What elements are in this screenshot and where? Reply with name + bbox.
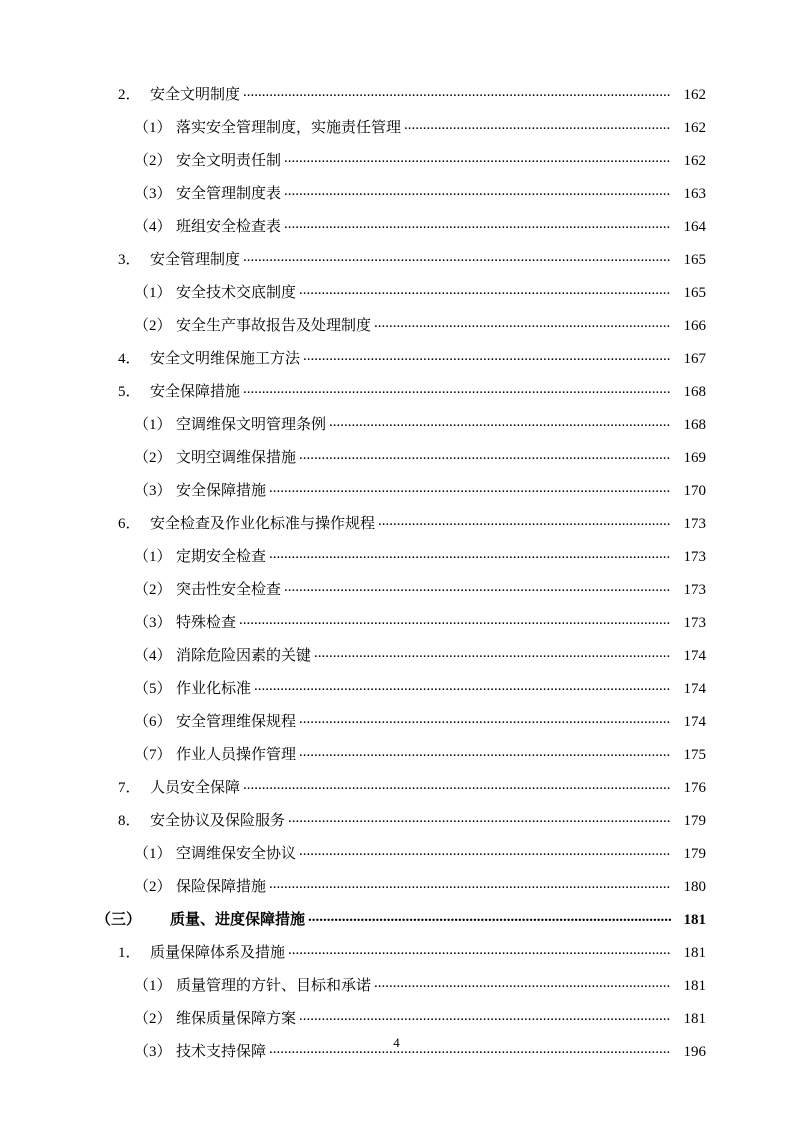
toc-entry-title: 人员安全保障: [150, 780, 241, 796]
toc-entry-page: 167: [683, 351, 706, 367]
toc-leader-dots: [404, 118, 671, 133]
toc-entry-title: 空调维保安全协议: [176, 846, 297, 862]
toc-leader-dots: [284, 151, 671, 166]
toc-entry-page: 164: [683, 219, 706, 235]
toc-entry-title: 质量保障体系及措施: [150, 945, 286, 961]
toc-entry-number: （6）: [134, 714, 172, 730]
toc-leader-dots: [329, 415, 671, 430]
toc-entry-page: 181: [683, 1011, 706, 1027]
toc-leader-dots: [299, 712, 671, 727]
toc-entry-page: 196: [683, 1044, 706, 1060]
toc-leader-dots: [303, 349, 671, 364]
toc-entry-number: （1）: [134, 549, 172, 565]
toc-entry[interactable]: [96, 484, 706, 517]
toc-entry-number: （2）: [134, 153, 172, 169]
toc-leader-dots: [284, 217, 671, 232]
toc-entry-page: 173: [683, 615, 706, 631]
toc-entry-page: 179: [683, 846, 706, 862]
toc-entry[interactable]: [96, 748, 706, 781]
toc-leader-dots: [374, 316, 671, 331]
toc-entry-title: 作业人员操作管理: [176, 747, 297, 763]
toc-entry[interactable]: [96, 682, 706, 715]
toc-entry-number: （3）: [134, 186, 172, 202]
toc-entry-number: 6．: [118, 516, 141, 532]
toc-entry[interactable]: [96, 649, 706, 682]
toc-entry-page: 169: [683, 450, 706, 466]
toc-entry-number: 7．: [118, 780, 141, 796]
toc-entry-page: 174: [683, 648, 706, 664]
toc-entry-title: 安全文明制度: [150, 87, 241, 103]
toc-entry-title: 定期安全检查: [176, 549, 267, 565]
toc-entry-number: （4）: [134, 648, 172, 664]
toc-leader-dots: [243, 382, 671, 397]
toc-entry-page: 165: [683, 252, 706, 268]
toc-leader-dots: [254, 679, 671, 694]
toc-entry[interactable]: [96, 814, 706, 847]
toc-entry-page: 170: [683, 483, 706, 499]
toc-leader-dots: [299, 745, 671, 760]
toc-entry-title: 消除危险因素的关键: [176, 648, 312, 664]
toc-entry-number: （2）: [134, 582, 172, 598]
toc-entry-title: 作业化标准: [176, 681, 252, 697]
toc-leader-dots: [288, 811, 671, 826]
toc-leader-dots: [374, 976, 671, 991]
toc-entry-number: （5）: [134, 681, 172, 697]
toc-entry-title: 安全保障措施: [150, 384, 241, 400]
toc-entry-page: 181: [683, 978, 706, 994]
toc-entry-number: 4．: [118, 351, 141, 367]
toc-entry[interactable]: [96, 550, 706, 583]
toc-entry-title: 安全协议及保险服务: [150, 813, 286, 829]
toc-entry-page: 165: [683, 285, 706, 301]
toc-entry-page: 175: [683, 747, 706, 763]
toc-entry-number: （2）: [134, 450, 172, 466]
toc-entry[interactable]: [96, 616, 706, 649]
page-number-footer: 4: [393, 1035, 400, 1050]
toc-entry[interactable]: [96, 781, 706, 814]
toc-entry-title: 安全生产事故报告及处理制度: [176, 318, 372, 334]
toc-entry-page: 180: [683, 879, 706, 895]
toc-entry-title: 质量、进度保障措施: [170, 912, 306, 928]
toc-entry-number: 5．: [118, 384, 141, 400]
toc-leader-dots: [299, 1009, 671, 1024]
toc-leader-dots: [314, 646, 671, 661]
toc-entry-number: （4）: [134, 219, 172, 235]
toc-leader-dots: [269, 877, 671, 892]
table-of-contents: [96, 88, 706, 1078]
toc-entry-title: 安全管理维保规程: [176, 714, 297, 730]
toc-entry-page: 173: [683, 516, 706, 532]
toc-entry-title: 安全技术交底制度: [176, 285, 297, 301]
toc-entry-number: （1）: [134, 417, 172, 433]
toc-entry-title: 安全检查及作业化标准与操作规程: [150, 516, 376, 532]
toc-entry-page: 166: [683, 318, 706, 334]
toc-leader-dots: [288, 943, 671, 958]
toc-entry-title: 安全管理制度: [150, 252, 241, 268]
toc-leader-dots: [299, 448, 671, 463]
toc-entry[interactable]: [96, 220, 706, 253]
toc-entry-page: 162: [683, 153, 706, 169]
toc-entry-number: 1．: [118, 945, 141, 961]
toc-entry[interactable]: [96, 451, 706, 484]
toc-entry[interactable]: [96, 583, 706, 616]
toc-entry-title: 落实安全管理制度，实施责任管理: [176, 120, 402, 136]
toc-entry-page: 181: [683, 912, 706, 928]
toc-entry[interactable]: [96, 88, 706, 121]
toc-entry-number: （1）: [134, 846, 172, 862]
toc-leader-dots: [269, 481, 671, 496]
toc-entry-title: 保险保障措施: [176, 879, 267, 895]
toc-entry-number: （3）: [134, 483, 172, 499]
toc-entry-number: （7）: [134, 747, 172, 763]
toc-leader-dots: [243, 778, 671, 793]
toc-entry[interactable]: [96, 352, 706, 385]
toc-entry[interactable]: [96, 286, 706, 319]
toc-entry-page: 173: [683, 582, 706, 598]
toc-entry-page: 181: [683, 945, 706, 961]
toc-entry-page: 179: [683, 813, 706, 829]
toc-entry-title: 突击性安全检查: [176, 582, 282, 598]
toc-entry[interactable]: [96, 319, 706, 352]
toc-leader-dots: [243, 85, 671, 100]
toc-entry-number: （1）: [134, 285, 172, 301]
toc-entry-number: （2）: [134, 879, 172, 895]
toc-entry-title: 特殊检查: [176, 615, 237, 631]
toc-entry-page: 176: [683, 780, 706, 796]
toc-entry-page: 168: [683, 417, 706, 433]
toc-entry-title: 维保质量保障方案: [176, 1011, 297, 1027]
toc-leader-dots: [269, 547, 671, 562]
toc-entry-title: 安全管理制度表: [176, 186, 282, 202]
toc-leader-dots: [378, 514, 671, 529]
toc-entry-title: 质量管理的方针、目标和承诺: [176, 978, 372, 994]
toc-leader-dots: [299, 283, 671, 298]
toc-entry[interactable]: [96, 847, 706, 880]
toc-entry-number: （2）: [134, 318, 172, 334]
toc-entry[interactable]: [96, 979, 706, 1012]
toc-entry-title: 安全文明责任制: [176, 153, 282, 169]
toc-entry[interactable]: [96, 517, 706, 550]
toc-entry-page: 174: [683, 714, 706, 730]
toc-entry[interactable]: [96, 715, 706, 748]
toc-entry-number: 3．: [118, 252, 141, 268]
toc-entry-number: （1）: [134, 978, 172, 994]
toc-entry[interactable]: [96, 154, 706, 187]
toc-entry-page: 162: [683, 120, 706, 136]
toc-entry-number: 8．: [118, 813, 141, 829]
toc-entry-title: 安全保障措施: [176, 483, 267, 499]
toc-entry-page: 163: [683, 186, 706, 202]
toc-entry-title: 安全文明维保施工方法: [150, 351, 301, 367]
toc-entry[interactable]: [96, 946, 706, 979]
toc-entry-number: （3）: [134, 1044, 172, 1060]
toc-entry-page: 168: [683, 384, 706, 400]
toc-entry-page: 174: [683, 681, 706, 697]
toc-entry[interactable]: [96, 880, 706, 913]
toc-entry[interactable]: [96, 121, 706, 154]
toc-entry-title: 班组安全检查表: [176, 219, 282, 235]
toc-entry-title: 空调维保文明管理条例: [176, 417, 327, 433]
toc-leader-dots: [284, 580, 671, 595]
toc-entry-title: 文明空调维保措施: [176, 450, 297, 466]
toc-entry-title: 技术支持保障: [176, 1044, 267, 1060]
toc-entry-number: （2）: [134, 1011, 172, 1027]
toc-entry-page: 162: [683, 87, 706, 103]
toc-leader-dots: [284, 184, 671, 199]
toc-entry-number: （1）: [134, 120, 172, 136]
toc-entry[interactable]: [96, 913, 706, 946]
toc-entry-number: 2．: [118, 87, 141, 103]
toc-entry[interactable]: [96, 385, 706, 418]
toc-entry-number: （3）: [134, 615, 172, 631]
toc-entry-number: （三）: [96, 912, 142, 928]
toc-entry[interactable]: [96, 418, 706, 451]
toc-leader-dots: [243, 250, 671, 265]
toc-leader-dots: [308, 910, 671, 925]
toc-leader-dots: [239, 613, 671, 628]
toc-entry[interactable]: [96, 253, 706, 286]
toc-leader-dots: [299, 844, 671, 859]
toc-entry-page: 173: [683, 549, 706, 565]
toc-entry[interactable]: [96, 187, 706, 220]
